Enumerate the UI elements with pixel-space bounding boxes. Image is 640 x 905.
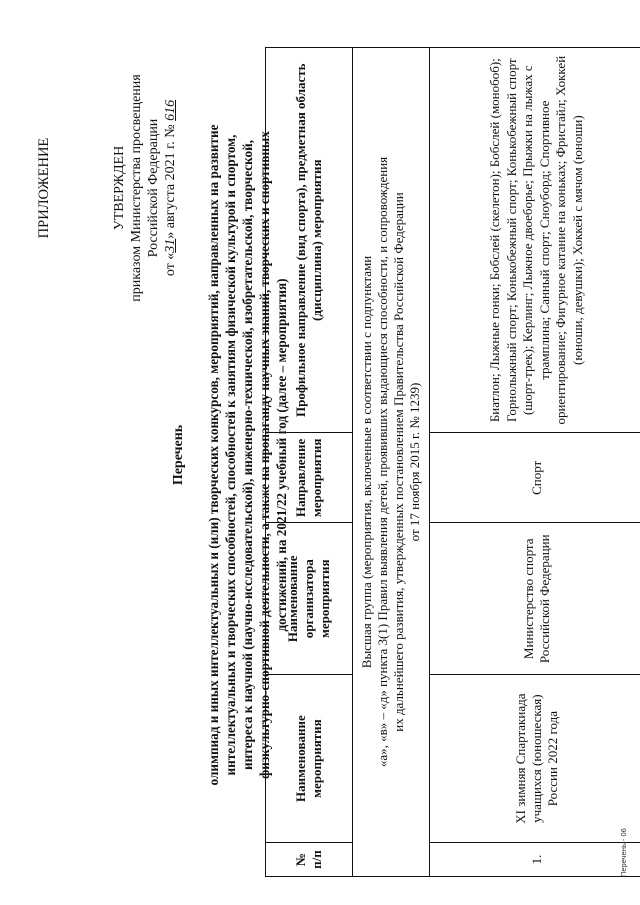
events-table <box>265 47 640 877</box>
order-line-1: приказом Министерства просвещения <box>129 74 144 302</box>
table-row <box>430 48 640 877</box>
group-line-1: Высшая группа (мероприятия, включенные в соответствии с подпунктами <box>359 255 374 669</box>
title-line-5: достижений, на 2021/22 учебный год (далее – мероприятия) <box>274 278 289 632</box>
row-direction: Спорт <box>430 433 640 523</box>
group-line-2: «а», «в» – «д» пункта 3(1) Правил выявления детей, проявивших выдающиеся способности, и сопровождения <box>375 156 390 768</box>
approval-block <box>36 38 179 338</box>
group-line-4: от 17 ноября 2015 г. № 1239) <box>407 382 422 542</box>
row-profile: Биатлон; Лыжные гонки; Бобслей (скелетон); Бобслей (монобоб); Горнолыжный спорт; Конькобежный спорт; Конькобежный спорт (шорт-трек); Керлинг; Лыжное двоеборье; Прыжки на лыжах с трамплина; Санный спорт; Сноуборд; Спортивное ориентирование; Фигурное катание на коньках; Фристайл; Хоккей (юноши, девушки); Хоккей с мячом (юноши) <box>430 48 640 433</box>
header-organizer: Наименование организатора мероприятия <box>266 523 353 675</box>
row-organizer: Министерство спорта Российской Федерации <box>430 523 640 675</box>
header-direction: Направление мероприятия <box>266 433 353 523</box>
approved-label: УТВЕРЖДЕН <box>112 145 127 231</box>
header-profile: Профильное направление (вид спорта), предметная область (дисциплина) мероприятия <box>266 48 353 433</box>
group-line-3: их дальнейшего развития, утвержденных постановлением Правительства Российской Федерации <box>391 192 406 732</box>
order-line-2: Российской Федерации <box>146 118 161 258</box>
table-header-row <box>266 48 353 877</box>
title-line-2: интеллектуальных и творческих способностей, способностей к занятиям физической культурой и спортом, <box>223 134 238 776</box>
appendix-label: ПРИЛОЖЕНИЕ <box>36 137 52 239</box>
title-line-1: олимпиад и иных интеллектуальных и (или) творческих конкурсов, мероприятий, направленных на развитие <box>206 124 221 786</box>
header-name: Наименование мероприятия <box>266 675 353 843</box>
row-name: XI зимняя Спартакиада учащихся (юношеская) России 2022 года <box>430 675 640 843</box>
order-number: 616 <box>163 99 178 121</box>
group-cell <box>353 48 430 877</box>
page-footer: Перечень - 06 <box>619 828 628 877</box>
row-num: 1. <box>430 843 640 877</box>
title-heading: Перечень <box>171 424 186 486</box>
title-line-4: физкультурно-спортивной деятельности, а также на пропаганду научных знаний, творческих и спортивных <box>257 131 272 779</box>
date-prefix: от « <box>163 252 178 277</box>
title-line-3: интереса к научной (научно-исследовательской), инженерно-технической, изобретательской, творческой, <box>240 139 255 771</box>
group-row <box>353 48 430 877</box>
header-num: № п/п <box>266 843 353 877</box>
date-day: 31 <box>163 238 178 253</box>
date-mid: » августа 2021 г. № <box>163 124 178 239</box>
